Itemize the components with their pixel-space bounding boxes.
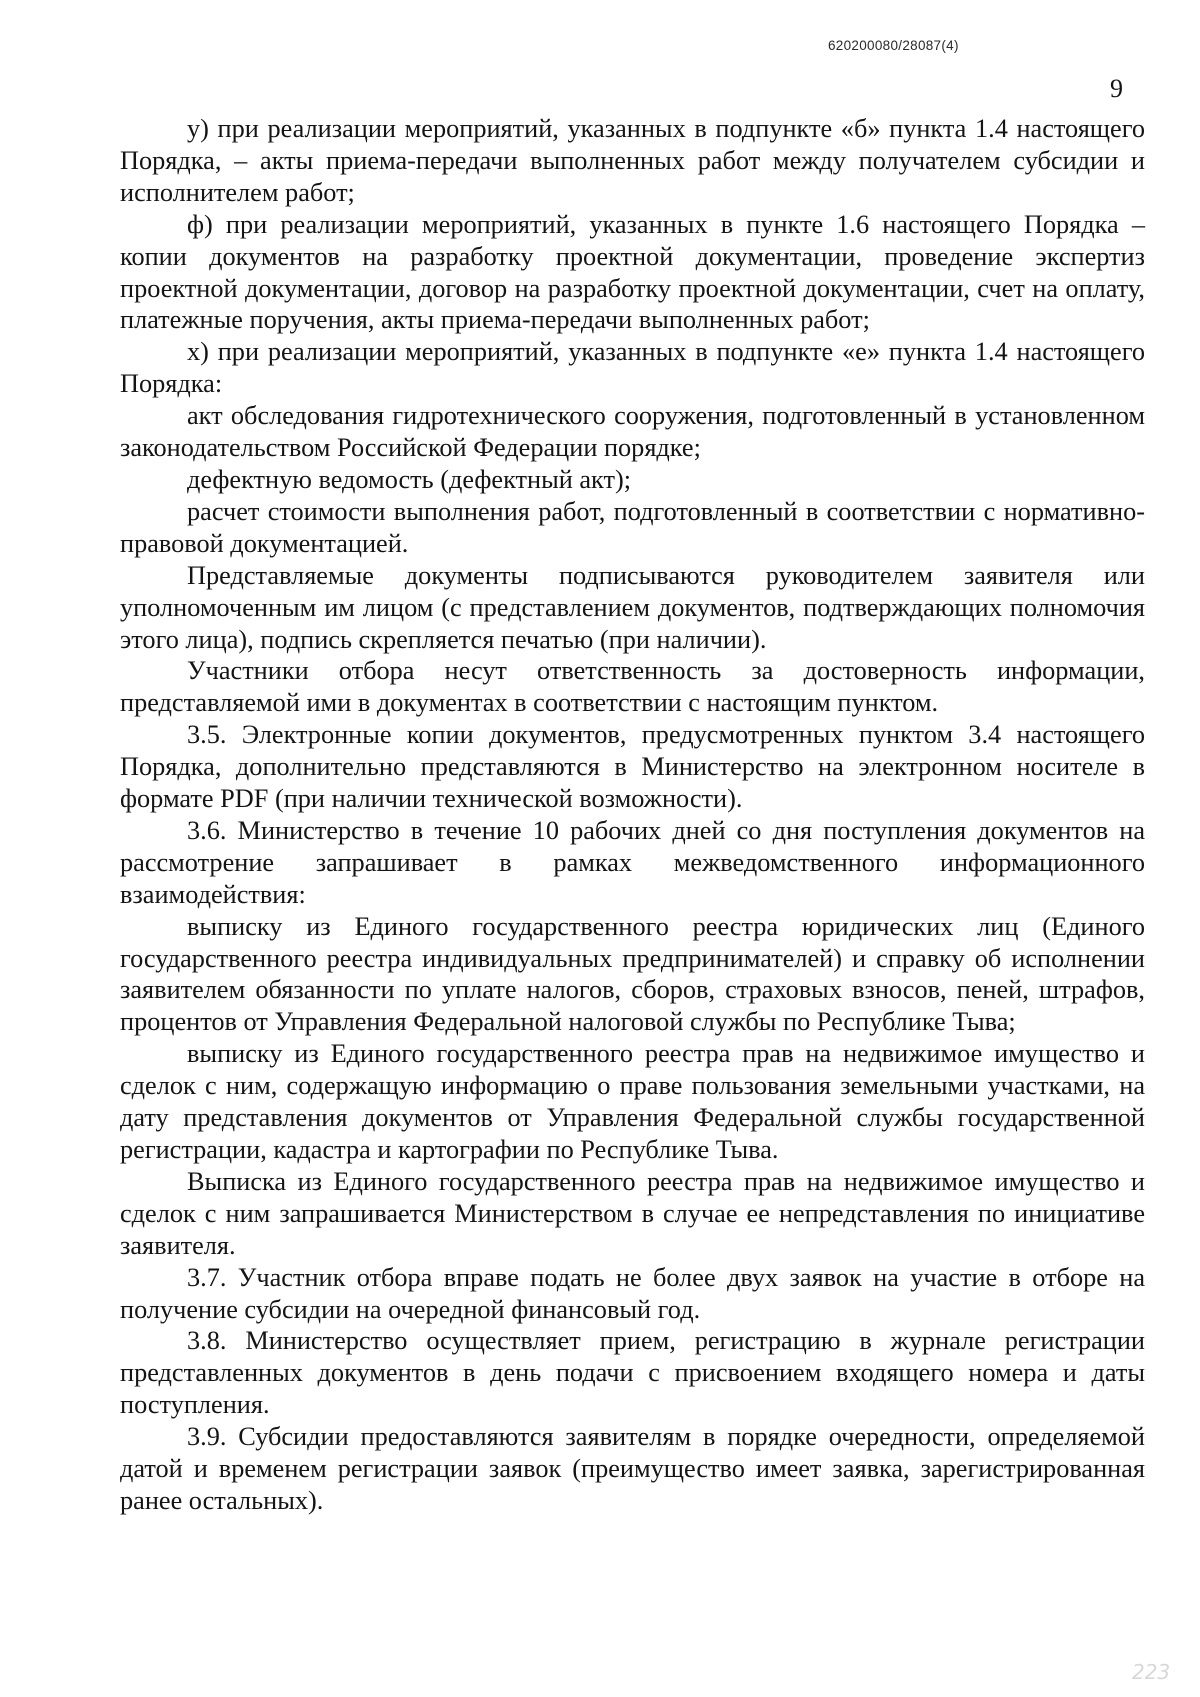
paragraph-property-extract: выписку из Единого государственного реестра прав на недвижимое имущество и сделок с ним, содержащую информацию о праве пользования земельными участками, на дату представления документов от Управления Федеральной службы государственной регистрации, кадастра и картографии по Республике Тыва. (120, 1039, 1145, 1164)
paragraph-3-8: 3.8. Министерство осуществляет прием, регистрацию в журнале регистрации представленных документов в день подачи с присвоением входящего номера и даты поступления. (120, 1326, 1145, 1420)
paragraph-cost-calculation: расчет стоимости выполнения работ, подготовленный в соответствии с нормативно-правовой документацией. (120, 496, 1145, 558)
paragraph-3-7: 3.7. Участник отбора вправе подать не более двух заявок на участие в отборе на получение субсидии на очередной финансовый год. (120, 1262, 1145, 1324)
paragraph-defect-list: дефектную ведомость (дефектный акт); (187, 464, 632, 494)
paragraph-f: ф) при реализации мероприятий, указанных в пункте 1.6 настоящего Порядка – копии документов на разработку проектной документации, проведение экспертиз проектной документации, договор на разработку проектной документации, счет на оплату, платежные поручения, акты приема-передачи выполненных работ; (120, 209, 1145, 335)
page-number: 9 (1110, 74, 1123, 103)
paragraph-3-6: 3.6. Министерство в течение 10 рабочих дней со дня поступления документов на рассмотрение запрашивает в рамках межведомственного информационного взаимодействия: (120, 815, 1145, 909)
paragraph-u: у) при реализации мероприятий, указанных в подпункте «б» пункта 1.4 настоящего Порядка, – акты приема-передачи выполненных работ между получателем субсидии и исполнителем работ; (120, 114, 1145, 207)
paragraph-3-9: 3.9. Субсидии предоставляются заявителям в порядке очередности, определяемой датой и временем регистрации заявок (преимущество имеет заявка, зарегистрированная ранее остальных). (120, 1422, 1145, 1515)
paragraph-signing: Представляемые документы подписываются руководителем заявителя или уполномоченным им лицом (с представлением документов, подтверждающих полномочия этого лица), подпись скрепляется печатью (при наличии). (120, 560, 1145, 654)
document-body (120, 113, 1145, 1517)
paragraph-extract-request: Выписка из Единого государственного реестра прав на недвижимое имущество и сделок с ним запрашивается Министерством в случае ее непредставления по инициативе заявителя. (120, 1166, 1145, 1260)
faint-mark: 223 (1132, 1660, 1171, 1684)
paragraph-kh: х) при реализации мероприятий, указанных в подпункте «е» пункта 1.4 настоящего Порядка: (120, 337, 1145, 399)
document-code: 620200080/28087(4) (828, 38, 959, 53)
paragraph-tax-extract: выписку из Единого государственного реестра юридических лиц (Единого государственного реестра индивидуальных предпринимателей) и справку об исполнении заявителем обязанности по уплате налогов, сборов, страховых взносов, пеней, штрафов, процентов от Управления Федеральной налоговой службы по Республике Тыва; (120, 911, 1145, 1037)
paragraph-3-5: 3.5. Электронные копии документов, предусмотренных пунктом 3.4 настоящего Порядка, дополнительно представляются в Министерство на электронном носителе в формате PDF (при наличии технической возможности). (120, 720, 1145, 814)
paragraph-inspection-act: акт обследования гидротехнического сооружения, подготовленный в установленном законодательством Российской Федерации порядке; (120, 401, 1145, 463)
paragraph-responsibility: Участники отбора несут ответственность за достоверность информации, представляемой ими в документах в соответствии с настоящим пунктом. (120, 656, 1145, 718)
